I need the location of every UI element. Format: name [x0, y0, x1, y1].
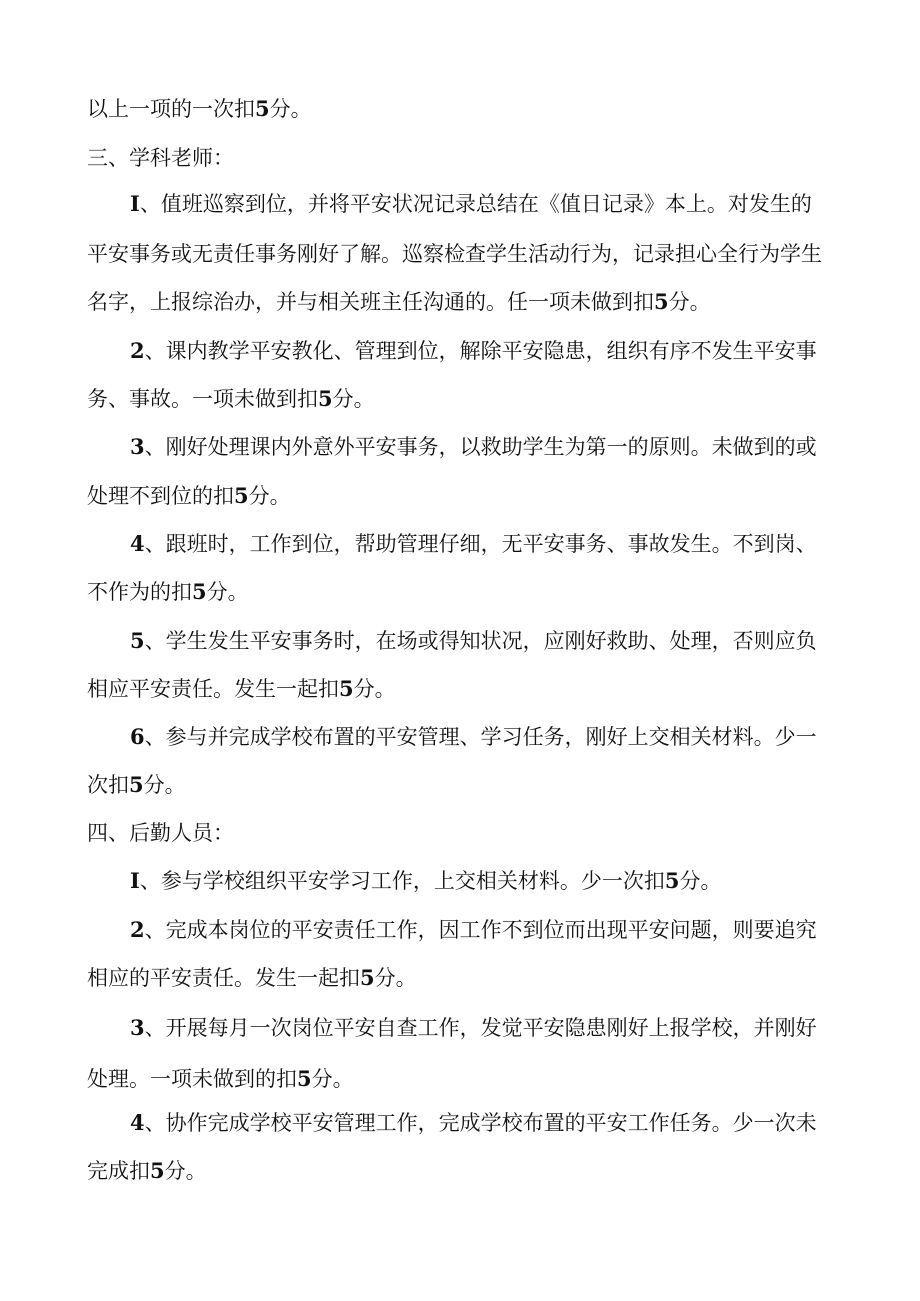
s3-item-3-line-1: 3、刚好处理课内外意外平安事务，以救助学生为第一的原则。未做到的或 [130, 434, 817, 459]
s3-item-2-line-2: 务、事故。一项未做到扣5分。 [87, 386, 375, 411]
s3-item-1-line-3: 名字，上报综治办，并与相关班主任沟通的。任一项未做到扣5分。 [87, 289, 711, 314]
s4-item-3-line-2: 处理。一项未做到的扣5分。 [87, 1066, 354, 1091]
s4-item-4-line-1: 4、协作完成学校平安管理工作，完成学校布置的平安工作任务。少一次未 [130, 1110, 817, 1135]
s3-item-5-line-2: 相应平安责任。发生一起扣5分。 [87, 676, 396, 701]
s3-item-6-line-1: 6、参与并完成学校布置的平安管理、学习任务，刚好上交相关材料。少一 [130, 724, 817, 749]
s4-item-2-line-2: 相应的平安责任。发生一起扣5分。 [87, 965, 417, 990]
continuation-line: 以上一项的一次扣5分。 [87, 96, 312, 121]
section-3-heading: 三、学科老师： [87, 146, 234, 170]
s3-item-6-line-2: 次扣5分。 [87, 772, 186, 797]
s3-item-4-line-1: 4、跟班时，工作到位，帮助管理仔细，无平安事务、事故发生。不到岗、 [130, 531, 817, 556]
s4-item-2-line-1: 2、完成本岗位的平安责任工作，因工作不到位而出现平安问题，则要追究 [130, 917, 817, 942]
s4-item-4-line-2: 完成扣5分。 [87, 1158, 207, 1183]
s4-item-3-line-1: 3、开展每月一次岗位平安自查工作，发觉平安隐患刚好上报学校，并刚好 [130, 1015, 817, 1040]
s3-item-2-line-1: 2、课内教学平安教化、管理到位，解除平安隐患，组织有序不发生平安事 [130, 338, 817, 363]
section-4-heading: 四、后勤人员： [87, 821, 234, 845]
s3-item-1-line-2: 平安事务或无责任事务刚好了解。巡察检查学生活动行为，记录担心全行为学生 [87, 242, 822, 266]
s3-item-1-line-1: I、值班巡察到位，并将平安状况记录总结在《值日记录》本上。对发生的 [130, 191, 812, 216]
s3-item-4-line-2: 不作为的扣5分。 [87, 579, 249, 604]
s3-item-3-line-2: 处理不到位的扣5分。 [87, 483, 291, 508]
s3-item-5-line-1: 5、学生发生平安事务时，在场或得知状况，应刚好救助、处理，否则应负 [130, 628, 817, 653]
s4-item-1-line-1: I、参与学校组织平安学习工作，上交相关材料。少一次扣5分。 [130, 868, 722, 893]
